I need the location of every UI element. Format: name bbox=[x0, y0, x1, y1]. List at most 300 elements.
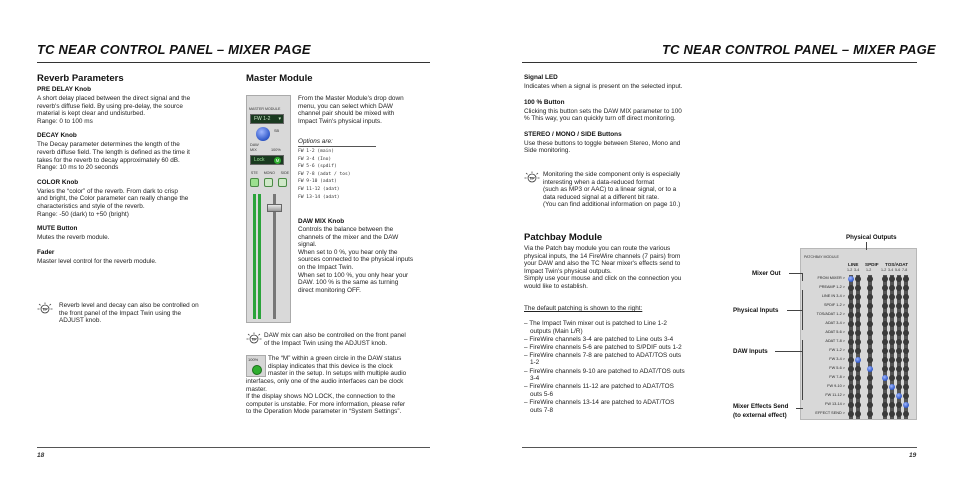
row-label: FW 7-8 > bbox=[829, 375, 845, 379]
item-label: STEREO / MONO / SIDE Buttons bbox=[524, 130, 622, 138]
patch-point[interactable] bbox=[855, 330, 861, 336]
patch-point[interactable] bbox=[867, 393, 873, 399]
side-label: SIDE bbox=[280, 171, 290, 175]
mix-label: MIX bbox=[250, 148, 257, 152]
right-footer-rule bbox=[522, 447, 917, 448]
patch-point[interactable] bbox=[848, 402, 854, 408]
master-intro-text bbox=[298, 95, 448, 125]
patch-point[interactable] bbox=[848, 294, 854, 300]
options-rule bbox=[298, 146, 376, 147]
row-label: FW 3-4 > bbox=[829, 357, 845, 361]
text-line: The “M” within a green circle in the DAW status bbox=[268, 355, 402, 362]
patch-point[interactable] bbox=[855, 321, 861, 327]
m-status-badge bbox=[246, 355, 266, 377]
patch-point[interactable] bbox=[896, 330, 902, 336]
daw-mix-tip-text bbox=[264, 332, 449, 347]
patch-point[interactable] bbox=[855, 294, 861, 300]
item-text-line: Side monitoring. bbox=[524, 147, 571, 155]
param-text-line: takes for the reverb to decay approximately 60 dB. bbox=[37, 156, 180, 164]
patch-point[interactable] bbox=[848, 339, 854, 345]
text-line: the front panel of the Impact Twin using the bbox=[59, 309, 182, 317]
text-line: DAW mix can also be controlled on the front panel bbox=[264, 332, 406, 339]
patch-point[interactable] bbox=[855, 303, 861, 309]
m-text-b bbox=[246, 378, 446, 416]
patch-point[interactable] bbox=[882, 285, 888, 291]
master-panel-title: MASTER MODULE bbox=[249, 107, 281, 111]
fader-track bbox=[273, 194, 276, 319]
daw-status-display bbox=[250, 155, 284, 165]
text-line: If the display shows NO LOCK, the connection to the bbox=[246, 393, 396, 401]
patch-point[interactable] bbox=[855, 339, 861, 345]
patch-list-line: outputs (Main L/R) bbox=[530, 327, 583, 335]
row-label: FW 1-2 > bbox=[829, 348, 845, 352]
patch-point-active[interactable] bbox=[867, 366, 873, 372]
patch-point[interactable] bbox=[903, 357, 909, 363]
param-label: Fader bbox=[37, 248, 55, 256]
param-text-line: Mutes the reverb module. bbox=[37, 234, 110, 242]
right-page-title: TC NEAR CONTROL PANEL – MIXER PAGE bbox=[662, 42, 936, 57]
patch-list-item bbox=[524, 336, 724, 344]
option-item: FW 9-10 (adat) bbox=[298, 179, 337, 185]
col-sub-label: 1-2 bbox=[866, 268, 872, 272]
callout-daw-inputs: DAW Inputs bbox=[733, 348, 768, 355]
patch-list-line: – FireWire channels 3-4 are patched to Line outs 3-4 bbox=[524, 335, 674, 343]
patch-point-active[interactable] bbox=[848, 276, 854, 282]
patch-list-line: – FireWire channels 7-8 are patched to ADAT/TOS outs bbox=[524, 351, 682, 359]
item-text-line: % This way, you can quickly turn off direct monitoring. bbox=[524, 115, 676, 123]
left-title-rule bbox=[37, 62, 430, 63]
text-line: sources connected to the physical inputs bbox=[298, 256, 414, 264]
param-text-line: A short delay placed between the direct signal and the bbox=[37, 95, 191, 102]
param-label: PRE DELAY Knob bbox=[37, 86, 91, 93]
patch-point[interactable] bbox=[855, 411, 861, 417]
patch-point[interactable] bbox=[867, 312, 873, 318]
patch-point[interactable] bbox=[903, 366, 909, 372]
patch-point[interactable] bbox=[882, 339, 888, 345]
item-label: 100 % Button bbox=[524, 98, 565, 106]
patch-point-active[interactable] bbox=[882, 375, 888, 381]
right-title-rule bbox=[522, 62, 917, 63]
patch-point[interactable] bbox=[855, 348, 861, 354]
param-text-line: material is kept clear and undisturbed. bbox=[37, 110, 145, 118]
chevron-down-icon: ▾ bbox=[278, 116, 281, 122]
patch-point[interactable] bbox=[848, 375, 854, 381]
patch-point-active[interactable] bbox=[855, 357, 861, 363]
patch-point[interactable] bbox=[867, 339, 873, 345]
row-label: FW 9-10 > bbox=[827, 384, 845, 388]
patch-point[interactable] bbox=[882, 357, 888, 363]
text-line: master. bbox=[246, 385, 267, 393]
text-line: Reverb level and decay can also be controlled on bbox=[59, 302, 199, 309]
param-text-line: reverb's diffuse field. By using pre-delay, the source bbox=[37, 102, 183, 110]
meter-right bbox=[258, 194, 261, 319]
callout-line bbox=[802, 273, 803, 281]
left-page-number: 18 bbox=[37, 452, 45, 459]
patch-point[interactable] bbox=[855, 285, 861, 291]
param-text-line: Master level control for the reverb module. bbox=[37, 257, 157, 265]
text-line: data reduced signal at a different bit rate. bbox=[543, 193, 660, 201]
col-group-tos: TOS/ADAT bbox=[885, 262, 909, 267]
text-line: signal. bbox=[298, 241, 317, 249]
text-line: From the Master Module's drop down bbox=[298, 95, 404, 102]
patch-point[interactable] bbox=[867, 303, 873, 309]
patch-point[interactable] bbox=[882, 321, 888, 327]
patch-point[interactable] bbox=[882, 402, 888, 408]
patch-point[interactable] bbox=[848, 330, 854, 336]
patch-list-line: – FireWire channels 5-6 are patched to S/PDIF outs 1-2 bbox=[524, 343, 682, 351]
patch-list-line: outs 5-6 bbox=[530, 390, 554, 398]
text-line: your DAW and also the TC Near mixer's effects send to bbox=[524, 260, 681, 268]
patch-point-active[interactable] bbox=[903, 402, 909, 408]
patch-point[interactable] bbox=[882, 303, 888, 309]
row-label: ADAT 5-6 > bbox=[825, 330, 845, 334]
param-text-line: Range: -50 (dark) to +50 (bright) bbox=[37, 210, 129, 218]
patch-point[interactable] bbox=[889, 375, 895, 381]
meter-left bbox=[253, 194, 256, 319]
patch-point[interactable] bbox=[896, 348, 902, 354]
daw-mix-knob[interactable] bbox=[256, 127, 270, 141]
item-text-line: Indicates when a signal is present on the selected input. bbox=[524, 83, 683, 90]
callout-line bbox=[796, 408, 803, 409]
stereo-button[interactable] bbox=[250, 178, 259, 187]
patch-point[interactable] bbox=[896, 375, 902, 381]
callout-line bbox=[775, 351, 803, 352]
patch-point-active[interactable] bbox=[889, 384, 895, 390]
text-line: Monitoring the side component only is especially bbox=[543, 171, 681, 178]
text-line: would like to establish. bbox=[524, 282, 588, 290]
text-line: channel pair should be mixed with bbox=[298, 110, 395, 118]
patch-point[interactable] bbox=[889, 366, 895, 372]
patchbay-intro-text bbox=[524, 245, 724, 291]
patchbay-panel bbox=[800, 248, 917, 420]
m-text-a bbox=[268, 355, 448, 378]
daw-label: DAW bbox=[250, 143, 259, 147]
options-label: Options are: bbox=[298, 138, 333, 145]
patch-point[interactable] bbox=[889, 348, 895, 354]
patch-point[interactable] bbox=[889, 393, 895, 399]
param-text-line: reverb diffuse field. The length is defined as the time it bbox=[37, 148, 190, 156]
text-line: master in the setup. In setups with multiple audio bbox=[268, 370, 407, 378]
channel-dropdown-value: FW 1-2 bbox=[254, 116, 271, 122]
daw-mix-knob-heading: DAW MIX Knob bbox=[298, 218, 345, 225]
patch-point[interactable] bbox=[889, 330, 895, 336]
ste-label: STE bbox=[250, 171, 258, 175]
patch-point[interactable] bbox=[903, 348, 909, 354]
callout-mixer-out: Mixer Out bbox=[752, 270, 781, 277]
patch-point[interactable] bbox=[896, 339, 902, 345]
patch-list-item bbox=[524, 383, 724, 398]
text-line: on the Impact Twin. bbox=[298, 263, 354, 271]
master-heading: Master Module bbox=[246, 73, 313, 84]
option-item: FW 3-4 (Ino) bbox=[298, 156, 332, 162]
patch-point[interactable] bbox=[889, 411, 895, 417]
row-label: EFFECT SEND > bbox=[815, 411, 845, 415]
option-item: FW 11-12 (adat) bbox=[298, 186, 340, 192]
patchbay-heading: Patchbay Module bbox=[524, 232, 603, 243]
row-label: PREAMP 1-2 > bbox=[819, 285, 845, 289]
patch-point[interactable] bbox=[896, 285, 902, 291]
right-items bbox=[524, 74, 724, 155]
patch-point[interactable] bbox=[903, 312, 909, 318]
patch-point[interactable] bbox=[903, 285, 909, 291]
patch-list-line: – The Impact Twin mixer out is patched to Line 1-2 bbox=[524, 320, 667, 327]
patch-list-line: – FireWire channels 11-12 are patched to ADAT/TOS bbox=[524, 383, 674, 391]
callout-physical-inputs: Physical Inputs bbox=[733, 307, 779, 314]
patch-point[interactable] bbox=[855, 312, 861, 318]
side-button[interactable] bbox=[278, 178, 287, 187]
default-patch-line: The default patching is shown to the right: bbox=[524, 305, 643, 312]
item-text-line: Clicking this button sets the DAW MIX parameter to 100 bbox=[524, 107, 682, 115]
text-line: physical inputs, the 14 FireWire channels (7 pairs) from bbox=[524, 252, 681, 260]
text-line: direct monitoring OFF. bbox=[298, 286, 361, 294]
patch-point[interactable] bbox=[889, 294, 895, 300]
text-line: menu, you can select which DAW bbox=[298, 102, 393, 110]
mono-button[interactable] bbox=[264, 178, 273, 187]
param-text-line: Varies the “color” of the reverb. From dark to crisp bbox=[37, 187, 178, 195]
master-module-panel bbox=[246, 95, 291, 323]
patch-point[interactable] bbox=[848, 366, 854, 372]
percent-label: 100% bbox=[271, 148, 281, 152]
patchbay-panel-title: PATCHBAY MODULE bbox=[804, 255, 839, 259]
channel-dropdown[interactable] bbox=[250, 114, 284, 124]
text-line: to the Operation Mode parameter in “System Settings”. bbox=[246, 408, 402, 416]
col-sub-label: 1-2 bbox=[881, 268, 887, 272]
row-label: FW 11-12 > bbox=[825, 393, 845, 397]
patch-point[interactable] bbox=[882, 393, 888, 399]
patch-point[interactable] bbox=[867, 348, 873, 354]
small-button-label: SB bbox=[274, 129, 280, 133]
item-text-line: Use these buttons to toggle between Stereo, Mono and bbox=[524, 139, 681, 147]
text-line: Via the Patch bay module you can route the various bbox=[524, 245, 671, 252]
patch-point[interactable] bbox=[903, 294, 909, 300]
patch-point[interactable] bbox=[896, 402, 902, 408]
text-line: channels of the mixer and the DAW bbox=[298, 233, 399, 241]
option-item: FW 1-2 (main) bbox=[298, 149, 334, 154]
patch-point[interactable] bbox=[882, 330, 888, 336]
options-list bbox=[298, 148, 351, 201]
patch-point[interactable] bbox=[882, 312, 888, 318]
patch-point[interactable] bbox=[903, 330, 909, 336]
patch-point[interactable] bbox=[889, 312, 895, 318]
patch-point[interactable] bbox=[903, 384, 909, 390]
row-label: TOS/ADAT 1-2 > bbox=[816, 312, 845, 316]
patch-point[interactable] bbox=[889, 357, 895, 363]
patch-point[interactable] bbox=[867, 276, 873, 282]
row-label: FROM MIXER > bbox=[817, 276, 845, 280]
patch-point[interactable] bbox=[867, 330, 873, 336]
patch-point[interactable] bbox=[882, 348, 888, 354]
patch-point[interactable] bbox=[882, 384, 888, 390]
left-footer-rule bbox=[37, 447, 430, 448]
svg-text:TIP: TIP bbox=[529, 176, 535, 181]
callout-mixer-fx-1: Mixer Effects Send bbox=[733, 403, 789, 410]
col-sub-label: 3-4 bbox=[888, 268, 894, 272]
text-line: (You can find additional information on page 10.) bbox=[543, 201, 681, 209]
patch-point[interactable] bbox=[896, 312, 902, 318]
svg-text:TIP: TIP bbox=[42, 307, 48, 312]
param-label: DECAY Knob bbox=[37, 132, 77, 140]
patch-point[interactable] bbox=[867, 375, 873, 381]
patch-point[interactable] bbox=[896, 321, 902, 327]
item-label: Signal LED bbox=[524, 74, 558, 81]
option-item: FW 13-14 (adat) bbox=[298, 194, 340, 200]
m-badge-percent: 100% bbox=[248, 357, 259, 362]
tip-bulb-icon bbox=[246, 332, 262, 346]
callout-line bbox=[866, 242, 867, 250]
patch-point[interactable] bbox=[896, 303, 902, 309]
master-fader-handle[interactable] bbox=[267, 204, 282, 212]
callout-line bbox=[789, 273, 803, 274]
row-label: SPDIF 1-2 > bbox=[824, 303, 845, 307]
param-text-line: characteristics and style of the reverb. bbox=[37, 202, 145, 210]
reverb-tip-text bbox=[59, 302, 229, 325]
text-line: of the Impact Twin using the ADJUST knob. bbox=[264, 339, 388, 347]
callout-mixer-fx-2: (to external effect) bbox=[733, 412, 787, 419]
patch-list-line: outs 7-8 bbox=[530, 406, 554, 414]
patch-point[interactable] bbox=[882, 411, 888, 417]
text-line: Impact Twin's physical inputs. bbox=[298, 117, 382, 125]
param-label: MUTE Button bbox=[37, 225, 78, 233]
param-text-line: and bright, the Color parameter can really change the bbox=[37, 195, 189, 203]
row-label: ADAT 7-8 > bbox=[825, 339, 845, 343]
patch-list-line: 1-2 bbox=[530, 359, 540, 367]
text-line: Impact Twin's physical outputs. bbox=[524, 267, 612, 275]
text-line: Simply use your mouse and click on the connection you bbox=[524, 275, 682, 283]
right-page-number: 19 bbox=[909, 452, 917, 459]
patch-list-line: – FireWire channels 13-14 are patched to ADAT/TOS bbox=[524, 398, 675, 406]
patch-point[interactable] bbox=[903, 339, 909, 345]
patch-point[interactable] bbox=[855, 402, 861, 408]
option-item: FW 7-8 (adat / tos) bbox=[298, 171, 351, 177]
patch-list-item bbox=[524, 399, 724, 414]
text-line: Controls the balance between the bbox=[298, 226, 394, 233]
patch-point[interactable] bbox=[889, 402, 895, 408]
patch-point[interactable] bbox=[889, 276, 895, 282]
lock-status: Lock bbox=[254, 157, 265, 163]
clock-master-icon bbox=[252, 365, 262, 375]
left-page-title: TC NEAR CONTROL PANEL – MIXER PAGE bbox=[37, 42, 311, 57]
text-line: ADJUST knob. bbox=[59, 317, 102, 325]
patch-point[interactable] bbox=[889, 339, 895, 345]
patch-point[interactable] bbox=[848, 384, 854, 390]
patch-list-item bbox=[524, 344, 724, 352]
patch-point[interactable] bbox=[867, 357, 873, 363]
row-label: FW 13-14 > bbox=[825, 402, 845, 406]
patch-point[interactable] bbox=[848, 348, 854, 354]
option-item: FW 5-6 (spdif) bbox=[298, 164, 337, 170]
patch-point-active[interactable] bbox=[896, 393, 902, 399]
side-tip-text bbox=[543, 171, 728, 209]
patch-point[interactable] bbox=[848, 411, 854, 417]
col-sub-label: 5-6 bbox=[895, 268, 901, 272]
patch-list-item bbox=[524, 320, 724, 335]
reverb-items bbox=[37, 86, 227, 265]
row-label: FW 5-6 > bbox=[829, 366, 845, 370]
patch-point[interactable] bbox=[903, 276, 909, 282]
daw-mix-text bbox=[298, 226, 448, 294]
patch-point[interactable] bbox=[896, 294, 902, 300]
text-line: interesting when a data-reduced format bbox=[543, 178, 655, 186]
patch-point[interactable] bbox=[896, 384, 902, 390]
patch-point[interactable] bbox=[867, 402, 873, 408]
col-sub-label: 1-2 bbox=[847, 268, 853, 272]
svg-text:TIP: TIP bbox=[251, 337, 257, 342]
patch-point[interactable] bbox=[903, 411, 909, 417]
patch-list-line: 3-4 bbox=[530, 375, 540, 383]
text-line: When set to 0 %, you hear only the bbox=[298, 248, 398, 256]
patch-point[interactable] bbox=[855, 384, 861, 390]
tip-bulb-icon bbox=[37, 302, 53, 316]
param-text-line: The Decay parameter determines the length of the bbox=[37, 141, 180, 149]
patch-point[interactable] bbox=[855, 393, 861, 399]
patch-list-item bbox=[524, 368, 724, 383]
col-sub-label: 3-4 bbox=[854, 268, 860, 272]
patch-point[interactable] bbox=[889, 285, 895, 291]
patch-point[interactable] bbox=[867, 321, 873, 327]
callout-line bbox=[802, 340, 803, 400]
text-line: interfaces, only one of the audio interfaces can be clock bbox=[246, 378, 404, 385]
patch-point[interactable] bbox=[867, 411, 873, 417]
row-label: ADAT 3-4 > bbox=[825, 321, 845, 325]
patch-point[interactable] bbox=[903, 303, 909, 309]
patch-point[interactable] bbox=[867, 285, 873, 291]
tip-bulb-icon bbox=[524, 171, 540, 185]
mono-label: MONO bbox=[263, 171, 275, 175]
default-patch-list bbox=[524, 320, 724, 415]
mode-button-labels bbox=[248, 171, 292, 175]
patch-point[interactable] bbox=[903, 321, 909, 327]
patch-point[interactable] bbox=[848, 285, 854, 291]
patch-point[interactable] bbox=[889, 321, 895, 327]
patch-list-item bbox=[524, 352, 724, 367]
text-line: display indicates that this device is the clock bbox=[268, 362, 393, 370]
patch-point[interactable] bbox=[896, 276, 902, 282]
callout-line bbox=[787, 310, 803, 311]
patch-point[interactable] bbox=[848, 321, 854, 327]
text-line: When set to 100 %, you only hear your bbox=[298, 271, 409, 279]
text-line: (such as MP3 or AAC) to a linear signal, or to a bbox=[543, 186, 677, 194]
patch-point[interactable] bbox=[903, 375, 909, 381]
text-line: computer is unstable. For more information, please refer bbox=[246, 400, 406, 408]
patch-point[interactable] bbox=[896, 366, 902, 372]
patch-point[interactable] bbox=[903, 393, 909, 399]
patch-point[interactable] bbox=[855, 375, 861, 381]
patch-point[interactable] bbox=[867, 384, 873, 390]
patch-point[interactable] bbox=[882, 366, 888, 372]
patch-point[interactable] bbox=[855, 366, 861, 372]
callout-line bbox=[802, 290, 803, 330]
patch-point[interactable] bbox=[855, 276, 861, 282]
param-label: COLOR Knob bbox=[37, 178, 79, 186]
patch-point[interactable] bbox=[848, 312, 854, 318]
patch-point[interactable] bbox=[896, 357, 902, 363]
patch-point[interactable] bbox=[848, 393, 854, 399]
patch-point[interactable] bbox=[867, 294, 873, 300]
patch-point[interactable] bbox=[882, 276, 888, 282]
patch-list-line: – FireWire channels 9-10 are patched to ADAT/TOS outs bbox=[524, 367, 685, 375]
patch-point[interactable] bbox=[848, 357, 854, 363]
reverb-heading: Reverb Parameters bbox=[37, 73, 124, 84]
patch-point[interactable] bbox=[889, 303, 895, 309]
patch-point[interactable] bbox=[882, 294, 888, 300]
text-line: DAW. 100 % is the same as turning bbox=[298, 279, 399, 287]
col-sub-label: 7-8 bbox=[902, 268, 908, 272]
patch-point[interactable] bbox=[896, 411, 902, 417]
callout-physical-outputs: Physical Outputs bbox=[846, 234, 897, 241]
patch-point[interactable] bbox=[848, 303, 854, 309]
col-group-line: LINE bbox=[848, 262, 859, 267]
param-text-line: Range: 0 to 100 ms bbox=[37, 117, 93, 125]
